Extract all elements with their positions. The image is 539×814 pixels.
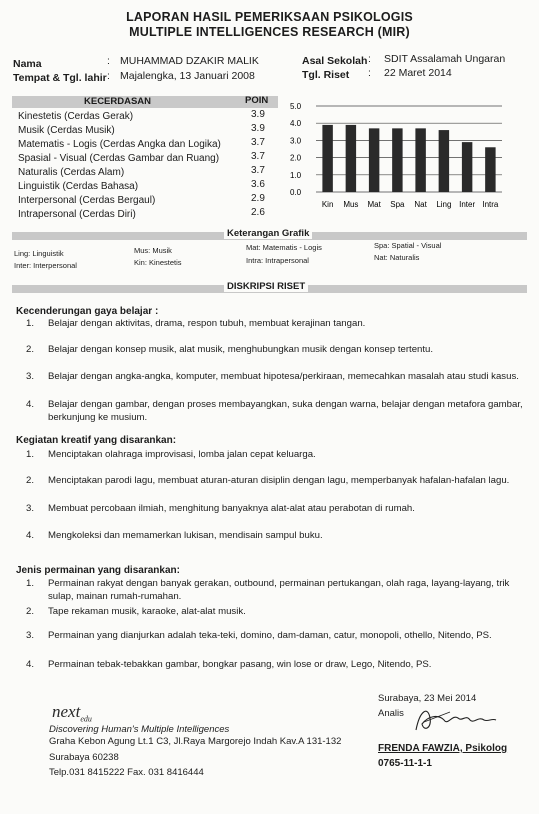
list-item: 4. Permainan tebak-tebakkan gambar, bongkar pasang, win lose or draw, Lego, Nitendo, PS. bbox=[26, 659, 536, 673]
chart-x-tick-labels bbox=[322, 200, 499, 209]
list-item-text: Permainan tebak-tebakkan gambar, bongkar pasang, win lose or draw, Lego, Nitendo, PS. bbox=[48, 659, 432, 670]
skill-name-inter: Interpersonal (Cerdas Bergaul) bbox=[18, 195, 156, 206]
skill-name-mus: Musik (Cerdas Musik) bbox=[18, 125, 115, 136]
legend-title: Keterangan Grafik bbox=[224, 228, 312, 239]
list-item-text: Tape rekaman musik, karaoke, alat-alat musik. bbox=[48, 606, 246, 617]
skill-name-mat: Matematis - Logis (Cerdas Angka dan Logika) bbox=[18, 139, 221, 150]
nama-value: MUHAMMAD DZAKIR MALIK bbox=[120, 55, 259, 67]
legend-item-mat: Mat: Matematis - Logis bbox=[246, 243, 322, 252]
list-item: 3. Permainan yang dianjurkan adalah teka-teki, domino, dam-daman, catur, monopoli, othello, Nitendo, PS. bbox=[26, 630, 536, 644]
analis-label: Analis bbox=[378, 708, 404, 719]
skill-name-intra: Intrapersonal (Cerdas Diri) bbox=[18, 209, 136, 220]
description-title: DISKRIPSI RISET bbox=[224, 281, 308, 292]
ttl-colon: : bbox=[107, 70, 110, 82]
nextedu-logo bbox=[52, 702, 92, 723]
legend-item-spa: Spa: Spatial - Visual bbox=[374, 241, 442, 250]
logo-main-text: next bbox=[52, 702, 81, 721]
legend-item-ling: Ling: Linguistik bbox=[14, 249, 64, 258]
ttl-value: Majalengka, 13 Januari 2008 bbox=[120, 70, 255, 82]
y-tick-label: 0.0 bbox=[290, 188, 302, 197]
sekolah-value: SDIT Assalamah Ungaran bbox=[384, 53, 506, 65]
chart-bar-kin bbox=[322, 125, 332, 192]
section-title-games: Jenis permainan yang disarankan: bbox=[16, 565, 180, 576]
x-tick-label-mus: Mus bbox=[343, 200, 359, 209]
y-tick-label: 3.0 bbox=[290, 136, 302, 146]
chart-y-tick-labels bbox=[290, 102, 302, 197]
riset-value: 22 Maret 2014 bbox=[384, 67, 452, 79]
legend-item-mus: Mus: Musik bbox=[134, 246, 172, 255]
x-tick-label-intra: Intra bbox=[482, 200, 499, 209]
address-line1: Graha Kebon Agung Lt.1 C3, Jl.Raya Margorejo Indah Kav.A 131-132 bbox=[49, 736, 342, 747]
chart-bar-mat bbox=[369, 128, 379, 192]
skill-value-spa: 3.7 bbox=[251, 151, 265, 162]
skill-name-ling: Linguistik (Cerdas Bahasa) bbox=[18, 181, 139, 192]
list-item: 3. Belajar dengan angka-angka, komputer, membuat hipotesa/perkiraan, memecahkan masalah atau studi kasus. bbox=[26, 371, 536, 397]
skill-value-mus: 3.9 bbox=[251, 123, 265, 134]
tagline: Discovering Human's Multiple Intelligences bbox=[49, 724, 230, 735]
legend-item-inter: Inter: Interpersonal bbox=[14, 261, 77, 270]
skill-name-nat: Naturalis (Cerdas Alam) bbox=[18, 167, 125, 178]
riset-label: Tgl. Riset bbox=[302, 69, 350, 81]
section-title-learning-style: Kecenderungan gaya belajar : bbox=[16, 306, 159, 317]
chart-bar-mus bbox=[346, 125, 356, 192]
list-item-text: Belajar dengan gambar, dengan proses membayangkan, suka dengan warna, belajar dengan metafora gambar, berkunjung ke musium. bbox=[48, 399, 523, 423]
nama-label: Nama bbox=[13, 58, 42, 70]
chart-bars bbox=[322, 125, 495, 192]
sekolah-colon: : bbox=[368, 53, 371, 65]
phone-fax: Telp.031 8415222 Fax. 031 8416444 bbox=[49, 767, 204, 778]
y-tick-label: 1.0 bbox=[290, 170, 302, 180]
signature-scribble bbox=[410, 700, 500, 740]
x-tick-label-kin: Kin bbox=[321, 200, 334, 209]
sekolah-label: Asal Sekolah bbox=[302, 55, 368, 67]
skill-value-intra: 2.6 bbox=[251, 207, 265, 218]
list-item: 2. Belajar dengan konsep musik, alat musik, menghubungkan musik dengan konsep tertentu. bbox=[26, 344, 536, 358]
skill-name-kin: Kinestetis (Cerdas Gerak) bbox=[18, 111, 134, 122]
report-title-line1: LAPORAN HASIL PEMERIKSAAN PSIKOLOGIS bbox=[126, 10, 413, 24]
riset-colon: : bbox=[368, 67, 371, 79]
chart-bar-intra bbox=[485, 147, 495, 192]
list-item: 1. Belajar dengan aktivitas, drama, respon tubuh, membuat kerajinan tangan. bbox=[26, 318, 536, 332]
list-item: 4. Belajar dengan gambar, dengan proses membayangkan, suka dengan warna, belajar dengan metafora gambar, berkunjung ke musium. bbox=[26, 399, 536, 425]
list-item-text: Mengkoleksi dan memamerkan lukisan, mendisain sampul buku. bbox=[48, 530, 323, 541]
list-item-text: Permainan rakyat dengan banyak gerakan, outbound, permainan pertukangan, olah raga, layang-layang, trik sulap, mainan rumah-rumahan. bbox=[48, 578, 510, 602]
signer-name: FRENDA FAWZIA, Psikolog bbox=[378, 743, 508, 754]
list-item: 1. Permainan rakyat dengan banyak gerakan, outbound, permainan pertukangan, olah raga, layang-layang, trik sulap, mainan rumah-rumahan. bbox=[26, 578, 536, 604]
y-tick-label: 2.0 bbox=[290, 153, 302, 163]
place-date: Surabaya, 23 Mei 2014 bbox=[378, 693, 477, 704]
report-title-line2: MULTIPLE INTELLIGENCES RESEARCH (MIR) bbox=[129, 25, 410, 39]
skill-value-mat: 3.7 bbox=[251, 137, 265, 148]
list-item-text: Permainan yang dianjurkan adalah teka-teki, domino, dam-daman, catur, monopoli, othello, Nitendo, PS. bbox=[48, 630, 492, 641]
list-item-text: Menciptakan olahraga improvisasi, lomba jalan cepat keluarga. bbox=[48, 449, 316, 460]
skill-value-kin: 3.9 bbox=[251, 109, 265, 120]
x-tick-label-inter: Inter bbox=[459, 200, 476, 209]
score-table-header-name: KECERDASAN bbox=[84, 96, 152, 107]
list-item: 2. Menciptakan parodi lagu, membuat aturan-aturan disiplin dengan lagu, memperbanyak hafalan-hafalan lagu. bbox=[26, 475, 536, 489]
x-tick-label-ling: Ling bbox=[436, 200, 452, 209]
chart-bar-spa bbox=[392, 128, 402, 192]
chart-gridlines bbox=[316, 106, 502, 192]
list-item: 1. Menciptakan olahraga improvisasi, lomba jalan cepat keluarga. bbox=[26, 449, 536, 463]
skill-value-ling: 3.6 bbox=[251, 179, 265, 190]
intelligence-bar-chart bbox=[288, 96, 508, 218]
y-tick-label: 4.0 bbox=[290, 119, 302, 129]
skill-value-nat: 3.7 bbox=[251, 165, 265, 176]
list-item: 3. Membuat percobaan ilmiah, menghitung banyaknya alat-alat atau perabotan di rumah. bbox=[26, 503, 536, 517]
ttl-label: Tempat & Tgl. lahir bbox=[13, 72, 107, 84]
address-line2: Surabaya 60238 bbox=[49, 752, 119, 763]
legend-item-kin: Kin: Kinestetis bbox=[134, 258, 182, 267]
list-item-text: Belajar dengan aktivitas, drama, respon tubuh, membuat kerajinan tangan. bbox=[48, 318, 366, 329]
chart-bar-ling bbox=[439, 130, 449, 192]
nama-colon: : bbox=[107, 55, 110, 67]
list-item-text: Menciptakan parodi lagu, membuat aturan-aturan disiplin dengan lagu, memperbanyak hafalan-hafalan lagu. bbox=[48, 475, 510, 486]
signer-id: 0765-11-1-1 bbox=[378, 758, 432, 769]
legend-item-nat: Nat: Naturalis bbox=[374, 253, 420, 262]
chart-bar-inter bbox=[462, 142, 472, 192]
list-item: 2. Tape rekaman musik, karaoke, alat-alat musik. bbox=[26, 606, 536, 620]
legend-item-intra: Intra: Intrapersonal bbox=[246, 256, 309, 265]
skill-name-spa: Spasial - Visual (Cerdas Gambar dan Ruang) bbox=[18, 153, 220, 164]
list-item-text: Belajar dengan angka-angka, komputer, membuat hipotesa/perkiraan, memecahkan masalah atau studi kasus. bbox=[48, 371, 519, 382]
x-tick-label-mat: Mat bbox=[367, 200, 381, 209]
chart-bar-nat bbox=[415, 128, 425, 192]
list-item: 4. Mengkoleksi dan memamerkan lukisan, mendisain sampul buku. bbox=[26, 530, 536, 544]
y-tick-label: 5.0 bbox=[290, 102, 302, 111]
score-table-header-value: POIN bbox=[245, 95, 269, 106]
logo-sub-text: edu bbox=[80, 714, 92, 724]
list-item-text: Membuat percobaan ilmiah, menghitung banyaknya alat-alat atau perabotan di rumah. bbox=[48, 503, 415, 514]
section-title-creative-activities: Kegiatan kreatif yang disarankan: bbox=[16, 435, 177, 446]
x-tick-label-spa: Spa bbox=[390, 200, 405, 209]
skill-value-inter: 2.9 bbox=[251, 193, 265, 204]
list-item-text: Belajar dengan konsep musik, alat musik, menghubungkan musik dengan konsep tertentu. bbox=[48, 344, 434, 355]
x-tick-label-nat: Nat bbox=[414, 200, 427, 209]
